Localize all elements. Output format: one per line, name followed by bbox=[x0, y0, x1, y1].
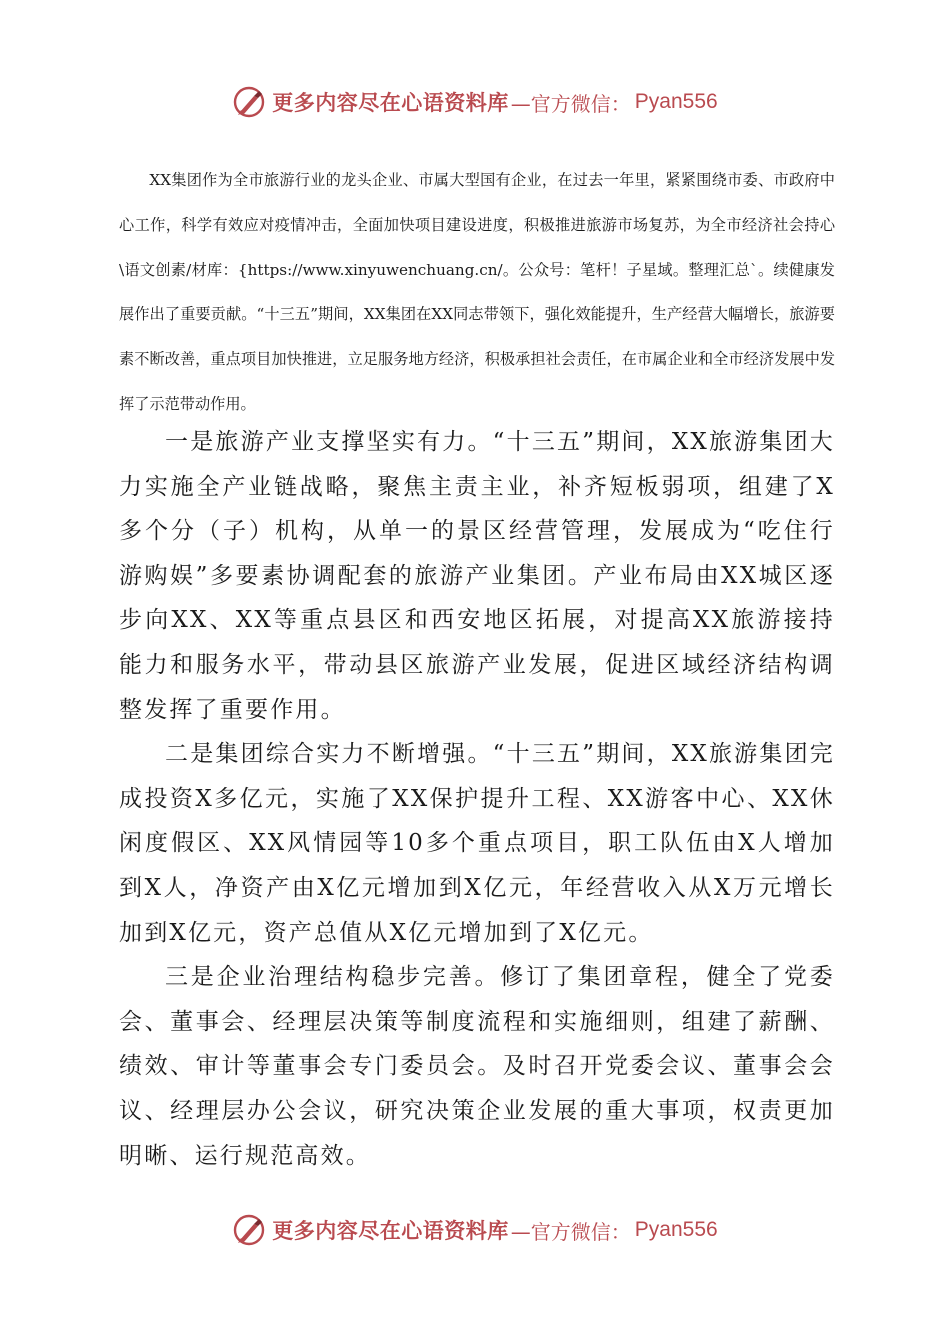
banner-separator: —官方微信： bbox=[510, 1219, 631, 1244]
banner-wechat-id: Pyan556 bbox=[634, 90, 718, 113]
main-body bbox=[119, 420, 835, 1178]
banner-wechat-id: Pyan556 bbox=[634, 1218, 718, 1241]
pen-logo-icon bbox=[232, 1213, 266, 1247]
body-paragraph: 二是集团综合实力不断增强。“十三五”期间，XX旅游集团完成投资X多亿元，实施了XX保护提升工程、XX游客中心、XX休闲度假区、XX风情园等10多个重点项目，职工队伍由X人增加到X人，净资产由X亿元增加到X亿元，年经营收入从X万元增长加到X亿元，资产总值从X亿元增加到了X亿元。 bbox=[119, 741, 835, 946]
banner-text: 更多内容尽在心语资料库 bbox=[272, 90, 509, 115]
banner-text: 更多内容尽在心语资料库 bbox=[272, 1218, 509, 1243]
banner-separator: —官方微信： bbox=[510, 91, 631, 116]
body-paragraph: 一是旅游产业支撑坚实有力。“十三五”期间，XX旅游集团大力实施全产业链战略，聚焦主责主业，补齐短板弱项，组建了X多个分（子）机构，从单一的景区经营管理，发展成为“吃住行游购娱”多要素协调配套的旅游产业集团。产业布局由XX城区逐步向XX、XX等重点县区和西安地区拓展，对提高XX旅游接持能力和服务水平，带动县区旅游产业发展，促进区域经济结构调整发挥了重要作用。 bbox=[119, 429, 835, 723]
body-paragraph: 三是企业治理结构稳步完善。修订了集团章程，健全了党委会、董事会、经理层决策等制度流程和实施细则，组建了薪酬、绩效、审计等董事会专门委员会。及时召开党委会议、董事会会议、经理层办公会议，研究决策企业发展的重大事项，权责更加明晰、运行规范高效。 bbox=[119, 964, 835, 1169]
intro-paragraph: XX集团作为全市旅游行业的龙头企业、市属大型国有企业，在过去一年里，紧紧围绕市委、市政府中心工作，科学有效应对疫情冲击，全面加快项目建设进度，积极推进旅游市场复苏，为全市经济社会持心\语文创素/材库：{https://www.xinyuwenchuang.cn/。公众号：笔杆！子星域。整理汇总`。续健康发展作出了重要贡献。“十三五”期间，XX集团在XX同志带领下，强化效能提升，生产经营大幅增长，旅游要素不断改善，重点项目加快推进，立足服务地方经济，积极承担社会责任，在市属企业和全市经济发展中发挥了示范带动作用。 bbox=[119, 171, 835, 413]
header-watermark-banner bbox=[0, 82, 950, 122]
pen-logo-icon bbox=[232, 85, 266, 119]
footer-watermark-banner bbox=[0, 1210, 950, 1250]
